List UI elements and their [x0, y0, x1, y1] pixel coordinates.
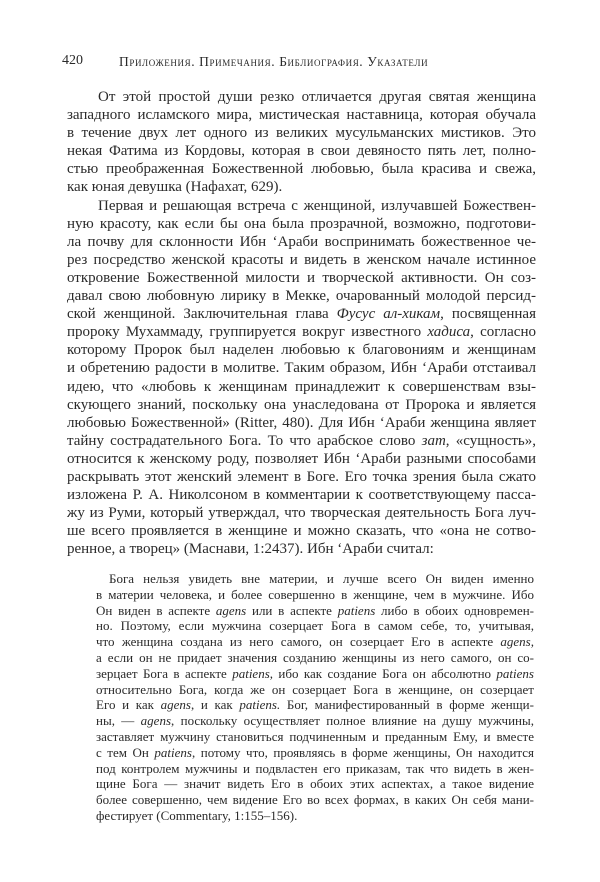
paragraph-line [67, 160, 536, 178]
text-run: Его и как [96, 697, 161, 713]
paragraph-line [67, 88, 536, 106]
quote-line [96, 697, 534, 713]
paragraph [67, 197, 536, 559]
quote-line [96, 776, 534, 792]
text-run: что женщина создана из него самого, он созерцает Его в аспекте [96, 634, 501, 650]
text-run: ше всего проявляется в женщине и можно сказать, что «она не сотво- [67, 523, 536, 540]
text-run: скующего знаний, поскольку она унаследована от Пророка и является [67, 396, 536, 413]
paragraph-line [67, 142, 536, 160]
text-run: фестирует (Commentary, 1:155–156). [96, 807, 298, 823]
text-run: под контролем мужчины и подвластен его приказам, так что видеть в жен- [96, 760, 534, 776]
text-run: изложена Р. А. Николсоном в комментарии к соответствующему пасса- [67, 487, 536, 504]
paragraph-line [67, 414, 536, 432]
text-run: Бог, манифестированный в форме женщи- [280, 697, 534, 713]
paragraph-line [67, 540, 536, 558]
text-run: , посвященная [440, 306, 536, 323]
text-run: рез посредство женской красоты и видеть в женском начале истинное [67, 251, 536, 268]
text-run: в течение двух лет одного из великих мусульманских мистиков. Это [67, 125, 536, 142]
text-run: заставляет мужчину становиться подчиненным и преданным Ему, и вместе [96, 728, 534, 744]
paragraph-line [67, 197, 536, 215]
text-run: , согласно [470, 324, 536, 341]
quote-line [96, 571, 534, 587]
text-run: ны, — [96, 713, 141, 729]
text-run: откровение Божественной милости и творческой активности. Он соз- [67, 269, 536, 286]
quote-line [96, 587, 534, 603]
paragraph-line [67, 287, 536, 305]
paragraph-line [67, 341, 536, 359]
paragraph-line [67, 432, 536, 450]
italic-term: patiens, [232, 665, 274, 681]
text-run: идею, что «любовь к женщинам принадлежит к совершенствам взы- [67, 378, 536, 395]
quote-line [96, 792, 534, 808]
quote-line [96, 761, 534, 777]
text-run: и обретению радости в молитве. Таким образом, Ибн ‘Араби отстаивал [67, 360, 536, 377]
text-run: ской женщиной. Заключительная глава [67, 306, 337, 323]
text-run: давал свою любовную лирику в Мекке, очарованный молодой персид- [67, 288, 536, 305]
text-run: щине Бога — значит видеть Его в обоих этих аспектах, а такое видение [96, 776, 534, 792]
paragraph-line [67, 269, 536, 287]
italic-term: patiens [337, 602, 376, 618]
text-run: , «сущность», [445, 432, 536, 449]
text-run: От этой простой души резко отличается другая святая женщина [98, 89, 536, 105]
italic-term: agens [140, 713, 172, 729]
quote-line [96, 808, 534, 824]
block-quote [96, 571, 534, 824]
italic-term: хадиса [427, 324, 471, 341]
paragraph-line [67, 106, 536, 124]
text-run: , и как [190, 697, 240, 713]
text-run: тайну сострадательного Бога. То что арабское слово [67, 432, 422, 449]
paragraph-line [67, 178, 536, 196]
text-run: которому Пророк был наделен любовью к благовониям и женщинам [67, 342, 536, 359]
italic-term: Фусус ал-хикам [336, 306, 441, 323]
text-run: либо в обоих одновремен- [375, 602, 534, 618]
quote-line [96, 713, 534, 729]
italic-term: agens [215, 602, 247, 618]
quote-line [96, 603, 534, 619]
text-run: ренное, а творец» (Маснави, 1:2437). Ибн ‘Араби считал: [67, 541, 434, 558]
text-run: в материи человека, и более совершенно в женщине, чем в мужчине. Ибо [96, 586, 534, 602]
text-run: ибо как создание Бога он абсолютно [273, 665, 497, 681]
italic-term: patiens [496, 665, 534, 681]
paragraph-line [67, 504, 536, 522]
text-run: относительно Бога, когда же он созерцает Бога в женщине, он созерцает [96, 681, 534, 697]
page-number: 420 [62, 53, 83, 68]
text-run: любовью Божественной» (Ritter, 480). Для Ибн ‘Араби женщина являет [67, 414, 536, 431]
quote-line [96, 650, 534, 666]
italic-term: зат [421, 432, 446, 449]
quote-line [96, 618, 534, 634]
text-run: с тем Он [96, 744, 155, 760]
text-run: стью преображенная Божественной любовью, была красива и свежа, [67, 161, 536, 178]
paragraph-line [67, 378, 536, 396]
paragraph-line [67, 233, 536, 251]
quote-line [96, 666, 534, 682]
paragraph-line [67, 450, 536, 468]
text-run: а если он не придает значения созданию женщины из него самого, он со- [96, 649, 534, 665]
paragraph [67, 88, 536, 197]
italic-term: agens, [500, 634, 534, 650]
paragraph-line [67, 396, 536, 414]
quote-line [96, 729, 534, 745]
paragraph-line [67, 215, 536, 233]
text-run: ную красоту, как если бы она была прозрачной, возможно, подготови- [67, 215, 536, 232]
text-run: жу из Руми, который утверждал, что творческая деятельность Бога луч- [67, 505, 536, 522]
text-run: ла почву для склонности Ибн ‘Араби воспринимать божественное че- [67, 233, 536, 250]
quote-line [96, 745, 534, 761]
italic-term: patiens [154, 744, 192, 760]
text-run: Бога нельзя увидеть вне материи, и лучше всего Он виден именно [109, 571, 534, 586]
paragraph-line [67, 468, 536, 486]
text-run: Он виден в аспекте [96, 602, 216, 618]
text-run: Первая и решающая встреча с женщиной, излучавшей Божествен- [98, 197, 536, 214]
paragraph-line [67, 359, 536, 377]
text-run: пророку Мухаммаду, группируется вокруг известного [67, 324, 428, 341]
text-run: западного исламского мира, мистическая наставница, которая обучала [67, 107, 536, 124]
paragraph-line [67, 486, 536, 504]
paragraph-line [67, 522, 536, 540]
text-run: некая Фатима из Кордовы, которая в свои девяносто пять лет, полно- [67, 143, 536, 160]
paragraph-line [67, 251, 536, 269]
paragraph-line [67, 305, 536, 323]
italic-term: patiens. [239, 697, 281, 713]
text-run: более совершенно, чем видение Его во всех формах, в каких Он себя мани- [96, 792, 534, 808]
text-run: , потому что, проявляясь в форме женщины, Он находится [191, 744, 534, 760]
quote-line [96, 634, 534, 650]
quote-line [96, 682, 534, 698]
paragraph-line [67, 323, 536, 341]
text-run: относится к женскому роду, позволяет Ибн ‘Араби разными способами [67, 450, 536, 467]
text-run: зерцает Бога в аспекте [96, 665, 233, 681]
text-run: но. Поэтому, если мужчина созерцает Бога в самом себе, то, учитывая, [96, 618, 534, 634]
body-text [67, 88, 536, 558]
running-title: Приложения. Примечания. Библиография. Указатели [119, 54, 429, 69]
text-run: раскрывать этот женский элемент в Боге. Его точка зрения была сжато [67, 468, 536, 485]
text-run: как юная девушка (Нафахат, 629). [67, 179, 283, 196]
text-run: , поскольку осуществляет полное влияние на душу мужчины, [171, 713, 534, 729]
text-run: или в аспекте [246, 602, 338, 618]
italic-term: agens [160, 697, 191, 713]
paragraph-line [67, 124, 536, 142]
